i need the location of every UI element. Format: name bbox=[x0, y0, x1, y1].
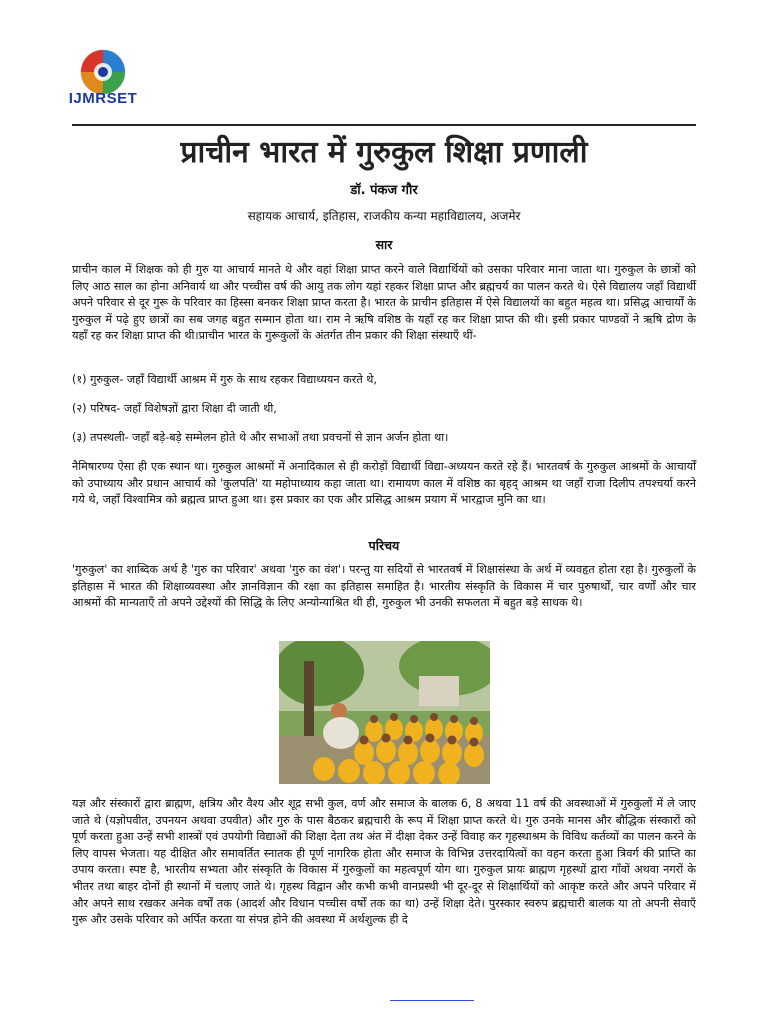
footer-link-underline bbox=[390, 1000, 474, 1001]
introduction-paragraph-2: यज्ञ और संस्कारों द्वारा ब्राह्मण, क्षत्रिय और वैश्य और शूद्र सभी कुल, वर्ण और समाज के बालक 6, 8 अथवा 11 वर्ष की अवस्थाओं में गुरुकुलों में ले जाए जाते थे (यज्ञोपवीत, उपनयन अथवा उपवीत) और गुरु के पास बैठकर ब्रह्मचारी के रूप में शिक्षा प्राप्त करते थे। गुरु उनके मानस और बौद्धिक संस्कारों को पूर्ण करता हुआ उन्हें सभी शास्त्रों एवं उपयोगी विद्याओं की शिक्षा देता तथ अंत में दीक्षा देकर उन्हें विवाह कर गृहस्थाश्रम के विविध कर्तव्यों का पालन करने के लिए वापस भेजता। यह दीक्षित और समावर्तित स्नातक ही पूर्ण नागरिक होता और समाज के विभिन्न उत्तरदायित्वों का वहन करता हुआ त्रिवर्ग की प्राप्ति का उपाय करता। स्पष्ट है, भारतीय सभ्यता और संस्कृति के विकास में गुरुकुलों का महत्वपूर्ण योग था। गुरुकुल प्रायः ब्राह्मण गृहस्थों द्वारा गाँवों अथवा नगरों के भीतर तथा बाहर दोनों ही स्थानों में चलाए जाते थे। गृहस्थ विद्वान और कभी कभी वानप्रस्थी भी दूर-दूर से शिक्षार्थियों को आकृष्ट करते और अपने परिवार में और अपने साथ रखकर अनेक वर्षों तक (आदर्श और विधान पच्चीस वर्षों तक का था) उन्हें शिक्षा देते। पुरस्कार स्वरुप ब्रह्मचारी बालक या तो अपनी सेवाएँ गुरू और उसके परिवार को अर्पित करता या संपन्न होने की अवस्था में अर्थशुल्क ही दे bbox=[72, 797, 696, 927]
institution-list-item-3: (३) तपस्थली- जहाँ बड़े-बड़े सम्मेलन होते थे और सभाओं तथा प्रवचनों से ज्ञान अर्जन होता था। bbox=[72, 431, 449, 444]
author-affiliation: सहायक आचार्य, इतिहास, राजकीय कन्या महाविद्यालय, अजमेर bbox=[247, 209, 521, 223]
author-name: डॉ. पंकज गौर bbox=[350, 183, 418, 198]
introduction-paragraph-1: 'गुरुकुल' का शाब्दिक अर्थ है 'गुरु का परिवार' अथवा 'गुरु का वंश'। परन्तु या सदियों से भारतवर्ष में शिक्षासंस्था के अर्थ में व्यवहृत होता रहा है। गुरुकुलों के इतिहास में भारत की शिक्षाव्यवस्था और ज्ञानविज्ञान की रक्षा का इतिहास समाहित है। भारतीय संस्कृति के विकास में चार पुरुषार्थों, चार वर्णों और चार आश्रमों की मान्यताएँ तो अपने उद्देश्यों की सिद्धि के लिए अन्योन्याश्रित थी ही, गुरुकुल भी उनकी सफलता में बहुत बड़े साधक थे। bbox=[72, 563, 696, 610]
introduction-heading: परिचय bbox=[368, 538, 400, 553]
institution-list-item-2: (२) परिषद- जहाँ विशेषज्ञों द्वारा शिक्षा दी जाती थी, bbox=[72, 402, 277, 415]
institution-list-item-1: (१) गुरुकुल- जहाँ विद्यार्थी आश्रम में गुरु के साथ रहकर विद्याध्ययन करते थे, bbox=[72, 373, 377, 386]
gurukul-students-photo bbox=[279, 641, 490, 784]
journal-logo-text: IJMRSET bbox=[68, 90, 138, 107]
abstract-paragraph-2: नैमिषारण्य ऐसा ही एक स्थान था। गुरुकुल आश्रमों में अनादिकाल से ही करोड़ों विद्यार्थी विद्या-अध्ययन करते रहे हैं। भारतवर्ष के गुरुकुल आश्रमों के आचार्यों को उपाध्याय और प्रधान आचार्य को 'कुलपति' या महोपाध्याय कहा जाता था। रामायण काल में वशिष्ठ का बृहद् आश्रम था जहाँ राजा दिलीप तपश्चर्या करने गये थे, जहाँ विश्वामित्र को ब्रह्मत्व प्राप्त हुआ था। इस प्रकार का एक और प्रसिद्ध आश्रम प्रयाग में भारद्वाज मुनि का था। bbox=[72, 460, 696, 507]
paper-title: प्राचीन भारत में गुरुकुल शिक्षा प्रणाली bbox=[180, 135, 588, 170]
abstract-paragraph-1: प्राचीन काल में शिक्षक को ही गुरु या आचार्य मानते थे और वहां शिक्षा प्राप्त करने वाले विद्यार्थियों को उसका परिवार माना जाता था। गुरुकुल के छात्रों को लिए आठ साल का होना अनिवार्य था और पच्चीस वर्ष की आयु तक लोग यहां रहकर शिक्षा प्राप्त और ब्रह्मचर्य का पालन करते थे। ऐसे विद्यालय जहाँ विद्यार्थी अपने परिवार से दूर गुरू के परिवार का हिस्सा बनकर शिक्षा प्राप्त करता है। भारत के प्राचीन इतिहास में ऐसे विद्यालयों का बहुत महत्व था। प्रसिद्ध आचार्यों के गुरुकुल में पढ़े हुए छात्रों का सब जगह बहुत सम्मान होता था। राम ने ऋषि वशिष्ठ के यहाँ रह कर शिक्षा प्राप्त की थी। इसी प्रकार पाण्डवों ने ऋषि द्रोण के यहाँ रह कर शिक्षा प्राप्त की थी।प्राचीन भारत के गुरूकुलों के अंतर्गत तीन प्रकार की शिक्षा संस्थाएँ थीं- bbox=[72, 263, 696, 343]
abstract-heading: सार bbox=[375, 237, 393, 252]
header-rule bbox=[72, 124, 696, 126]
